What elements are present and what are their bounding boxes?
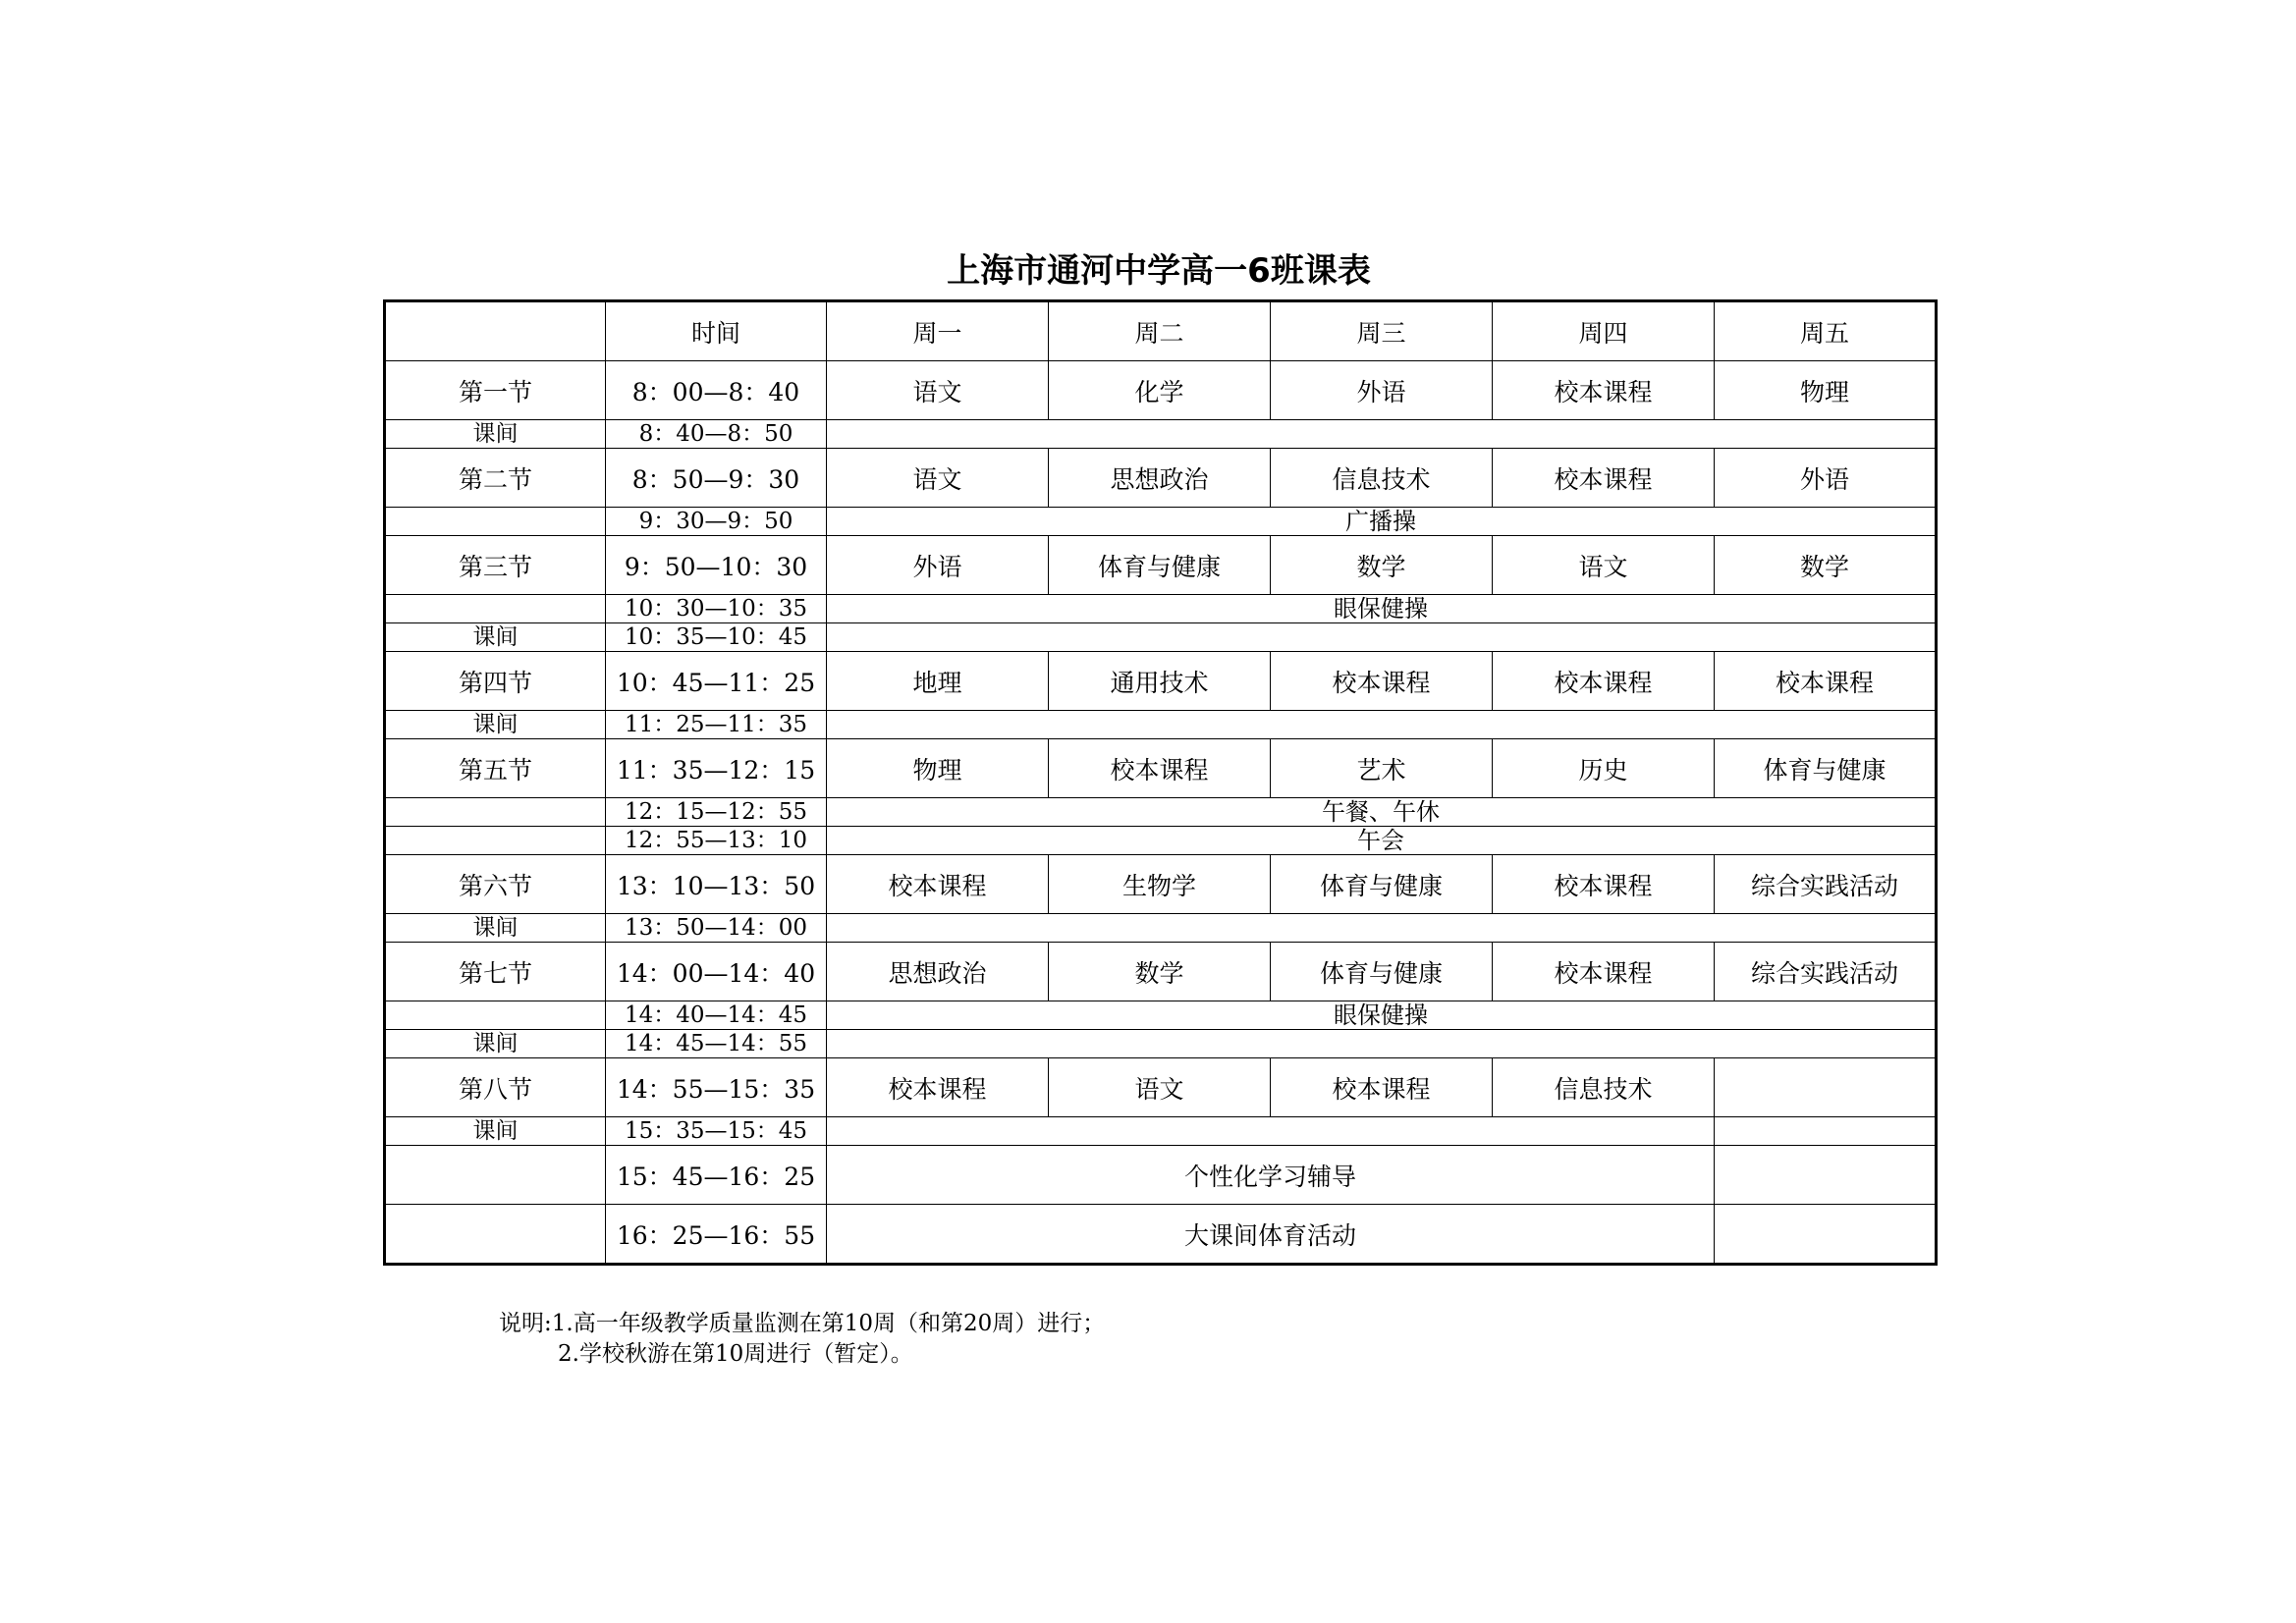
period-row bbox=[385, 855, 1937, 914]
period-label: 第二节 bbox=[385, 449, 606, 508]
break-label bbox=[385, 508, 606, 536]
period-row bbox=[385, 943, 1937, 1001]
break-activity: 广播操 bbox=[827, 508, 1937, 536]
break-label: 课间 bbox=[385, 914, 606, 943]
subject-cell: 校本课程 bbox=[827, 855, 1049, 914]
break-activity: 眼保健操 bbox=[827, 1001, 1937, 1030]
break-label: 课间 bbox=[385, 623, 606, 652]
break-label: 课间 bbox=[385, 420, 606, 449]
break-activity: 午餐、午休 bbox=[827, 798, 1937, 827]
activity-row bbox=[385, 1205, 1937, 1265]
subject-cell: 综合实践活动 bbox=[1715, 943, 1937, 1001]
subject-cell: 物理 bbox=[827, 739, 1049, 798]
subject-cell: 校本课程 bbox=[1493, 943, 1715, 1001]
subject-cell: 校本课程 bbox=[1493, 652, 1715, 711]
subject-cell: 校本课程 bbox=[1271, 652, 1493, 711]
header-day-fri: 周五 bbox=[1715, 301, 1937, 361]
friday-cell bbox=[1715, 1117, 1937, 1146]
break-label bbox=[385, 595, 606, 623]
break-activity bbox=[827, 711, 1937, 739]
period-row bbox=[385, 449, 1937, 508]
activity-time: 16：25—16：55 bbox=[606, 1205, 827, 1265]
activity-label bbox=[385, 1146, 606, 1205]
period-row bbox=[385, 739, 1937, 798]
subject-cell: 外语 bbox=[1271, 361, 1493, 420]
header-row bbox=[385, 301, 1937, 361]
header-day-tue: 周二 bbox=[1049, 301, 1271, 361]
subject-cell: 历史 bbox=[1493, 739, 1715, 798]
subject-cell: 体育与健康 bbox=[1049, 536, 1271, 595]
subject-cell: 信息技术 bbox=[1271, 449, 1493, 508]
subject-cell: 校本课程 bbox=[827, 1058, 1049, 1117]
period-time: 8：00—8：40 bbox=[606, 361, 827, 420]
break-time: 14：45—14：55 bbox=[606, 1030, 827, 1058]
activity-row bbox=[385, 1146, 1937, 1205]
subject-cell: 校本课程 bbox=[1049, 739, 1271, 798]
break-time: 10：35—10：45 bbox=[606, 623, 827, 652]
subject-cell: 物理 bbox=[1715, 361, 1937, 420]
subject-cell: 通用技术 bbox=[1049, 652, 1271, 711]
break-time: 12：55—13：10 bbox=[606, 827, 827, 855]
subject-cell: 校本课程 bbox=[1493, 855, 1715, 914]
subject-cell: 体育与健康 bbox=[1715, 739, 1937, 798]
subject-cell: 思想政治 bbox=[827, 943, 1049, 1001]
break-time: 12：15—12：55 bbox=[606, 798, 827, 827]
break-activity: 午会 bbox=[827, 827, 1937, 855]
subject-cell: 地理 bbox=[827, 652, 1049, 711]
subject-cell: 外语 bbox=[1715, 449, 1937, 508]
subject-cell: 校本课程 bbox=[1493, 361, 1715, 420]
subject-cell: 校本课程 bbox=[1715, 652, 1937, 711]
break-time: 8：40—8：50 bbox=[606, 420, 827, 449]
subject-cell: 校本课程 bbox=[1493, 449, 1715, 508]
break-label bbox=[385, 1001, 606, 1030]
break-time: 9：30—9：50 bbox=[606, 508, 827, 536]
header-time: 时间 bbox=[606, 301, 827, 361]
activity-label bbox=[385, 1205, 606, 1265]
break-row bbox=[385, 827, 1937, 855]
header-day-mon: 周一 bbox=[827, 301, 1049, 361]
break-time: 15：35—15：45 bbox=[606, 1117, 827, 1146]
period-row bbox=[385, 536, 1937, 595]
subject-cell: 外语 bbox=[827, 536, 1049, 595]
period-time: 13：10—13：50 bbox=[606, 855, 827, 914]
period-time: 14：55—15：35 bbox=[606, 1058, 827, 1117]
subject-cell: 语文 bbox=[1049, 1058, 1271, 1117]
period-time: 9：50—10：30 bbox=[606, 536, 827, 595]
break-activity bbox=[827, 420, 1937, 449]
activity-name: 个性化学习辅导 bbox=[827, 1146, 1715, 1205]
subject-cell bbox=[1715, 1058, 1937, 1117]
period-time: 10：45—11：25 bbox=[606, 652, 827, 711]
header-blank-cell bbox=[385, 301, 606, 361]
period-label: 第一节 bbox=[385, 361, 606, 420]
subject-cell: 综合实践活动 bbox=[1715, 855, 1937, 914]
subject-cell: 语文 bbox=[827, 449, 1049, 508]
break-row bbox=[385, 595, 1937, 623]
subject-cell: 体育与健康 bbox=[1271, 855, 1493, 914]
break-time: 14：40—14：45 bbox=[606, 1001, 827, 1030]
break-activity bbox=[827, 914, 1937, 943]
period-time: 8：50—9：30 bbox=[606, 449, 827, 508]
subject-cell: 数学 bbox=[1049, 943, 1271, 1001]
break-activity bbox=[827, 1117, 1715, 1146]
break-time: 11：25—11：35 bbox=[606, 711, 827, 739]
subject-cell: 语文 bbox=[827, 361, 1049, 420]
period-row bbox=[385, 652, 1937, 711]
subject-cell: 生物学 bbox=[1049, 855, 1271, 914]
break-row bbox=[385, 623, 1937, 652]
period-label: 第六节 bbox=[385, 855, 606, 914]
period-label: 第八节 bbox=[385, 1058, 606, 1117]
subject-cell: 校本课程 bbox=[1271, 1058, 1493, 1117]
subject-cell: 艺术 bbox=[1271, 739, 1493, 798]
note-line: 2.学校秋游在第10周进行（暂定）。 bbox=[558, 1341, 913, 1367]
activity-time: 15：45—16：25 bbox=[606, 1146, 827, 1205]
break-row bbox=[385, 914, 1937, 943]
break-activity bbox=[827, 623, 1937, 652]
subject-cell: 数学 bbox=[1715, 536, 1937, 595]
break-activity: 眼保健操 bbox=[827, 595, 1937, 623]
header-day-wed: 周三 bbox=[1271, 301, 1493, 361]
period-time: 11：35—12：15 bbox=[606, 739, 827, 798]
break-row bbox=[385, 1001, 1937, 1030]
break-row bbox=[385, 508, 1937, 536]
break-row bbox=[385, 1117, 1937, 1146]
break-row bbox=[385, 420, 1937, 449]
break-label: 课间 bbox=[385, 711, 606, 739]
period-label: 第四节 bbox=[385, 652, 606, 711]
timetable bbox=[383, 299, 1938, 1266]
subject-cell: 体育与健康 bbox=[1271, 943, 1493, 1001]
period-row bbox=[385, 361, 1937, 420]
subject-cell: 思想政治 bbox=[1049, 449, 1271, 508]
activity-name: 大课间体育活动 bbox=[827, 1205, 1715, 1265]
break-activity bbox=[827, 1030, 1937, 1058]
break-row bbox=[385, 1030, 1937, 1058]
period-label: 第三节 bbox=[385, 536, 606, 595]
break-row bbox=[385, 711, 1937, 739]
break-row bbox=[385, 798, 1937, 827]
header-day-thu: 周四 bbox=[1493, 301, 1715, 361]
break-time: 13：50—14：00 bbox=[606, 914, 827, 943]
break-label bbox=[385, 798, 606, 827]
subject-cell: 数学 bbox=[1271, 536, 1493, 595]
period-time: 14：00—14：40 bbox=[606, 943, 827, 1001]
note-line: 说明:1.高一年级教学质量监测在第10周（和第20周）进行； bbox=[499, 1311, 1106, 1336]
break-label bbox=[385, 827, 606, 855]
subject-cell: 信息技术 bbox=[1493, 1058, 1715, 1117]
subject-cell: 化学 bbox=[1049, 361, 1271, 420]
notes bbox=[499, 1309, 1105, 1370]
subject-cell: 语文 bbox=[1493, 536, 1715, 595]
break-label: 课间 bbox=[385, 1117, 606, 1146]
period-label: 第七节 bbox=[385, 943, 606, 1001]
period-label: 第五节 bbox=[385, 739, 606, 798]
break-label: 课间 bbox=[385, 1030, 606, 1058]
friday-cell bbox=[1715, 1205, 1937, 1265]
break-time: 10：30—10：35 bbox=[606, 595, 827, 623]
page-title: 上海市通河中学高一6班课表 bbox=[947, 251, 1371, 291]
period-row bbox=[385, 1058, 1937, 1117]
friday-cell bbox=[1715, 1146, 1937, 1205]
